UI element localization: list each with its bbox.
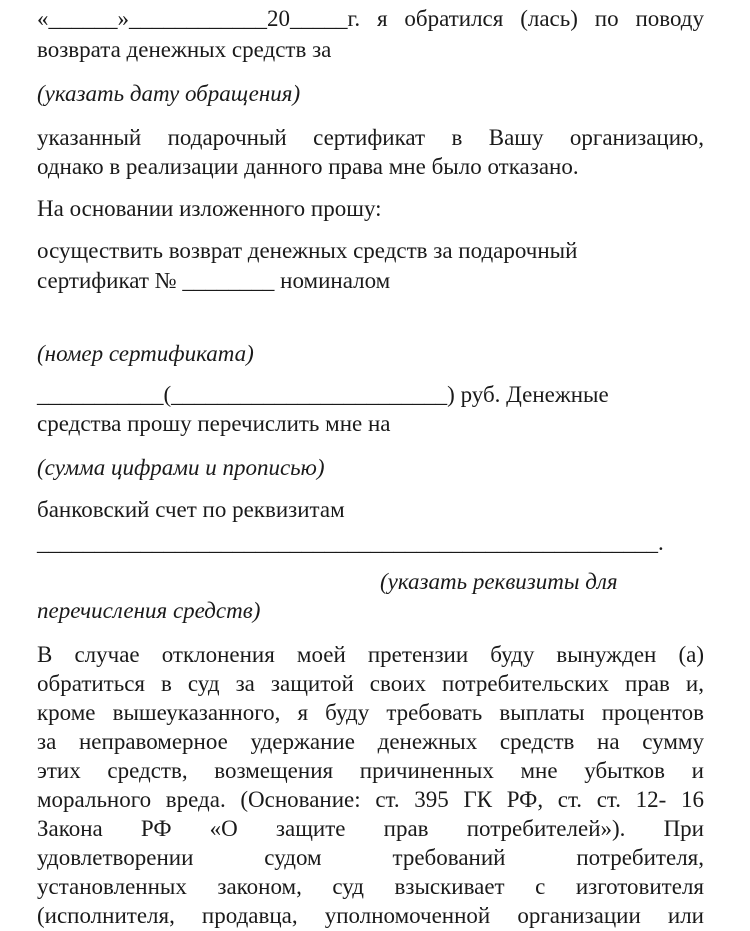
claim-line-2: обратиться в суд за защитой своих потребительских прав и, (37, 671, 704, 696)
note-sum: (сумма цифрами и прописью) (37, 455, 325, 480)
claim-line-3: кроме вышеуказанного, я буду требовать выплаты процентов (37, 700, 704, 725)
note-date: (указать дату обращения) (37, 81, 301, 106)
claim-line-1: В случае отклонения моей претензии буду вынужден (а) (37, 642, 704, 667)
claim-line-6: морального вреда. (Основание: ст. 395 ГК РФ, ст. ст. 12- 16 (37, 787, 704, 812)
request-line-2: сертификат № ________ номиналом (37, 268, 391, 293)
note-requisites-line-1: (указать реквизиты для (380, 569, 618, 594)
request-line-1: осуществить возврат денежных средств за подарочный (37, 238, 578, 263)
claim-line-7: Закона РФ «О защите прав потребителей»). При (37, 816, 704, 841)
claim-line-10: (исполнителя, продавца, уполномоченной организации или (37, 903, 704, 928)
intro-line-1: «______»____________20_____г. я обратился (лась) по поводу (37, 6, 704, 31)
blank-requisites-line: ______________________________________________________. (37, 530, 664, 555)
sum-line-1: ___________(________________________) руб. Денежные (37, 382, 609, 407)
paragraph-1-line-1: указанный подарочный сертификат в Вашу организацию, (37, 125, 704, 150)
claim-line-8: удовлетворении судом требований потребителя, (37, 845, 704, 870)
note-requisites-line-2: перечисления средств) (37, 598, 261, 623)
claim-line-5: этих средств, возмещения причиненных мне убытков и (37, 758, 704, 783)
note-certificate: (номер сертификата) (37, 341, 254, 366)
sum-line-2: средства прошу перечислить мне на (37, 411, 391, 436)
claim-line-4: за неправомерное удержание денежных средств на сумму (37, 729, 704, 754)
bank-account-line: банковский счет по реквизитам (37, 497, 345, 522)
intro-line-2: возврата денежных средств за (37, 37, 332, 62)
basis-line: На основании изложенного прошу: (37, 196, 382, 221)
claim-line-9: установленных законом, суд взыскивает с изготовителя (37, 874, 704, 899)
paragraph-1-line-2: однако в реализации данного права мне было отказано. (37, 154, 579, 179)
